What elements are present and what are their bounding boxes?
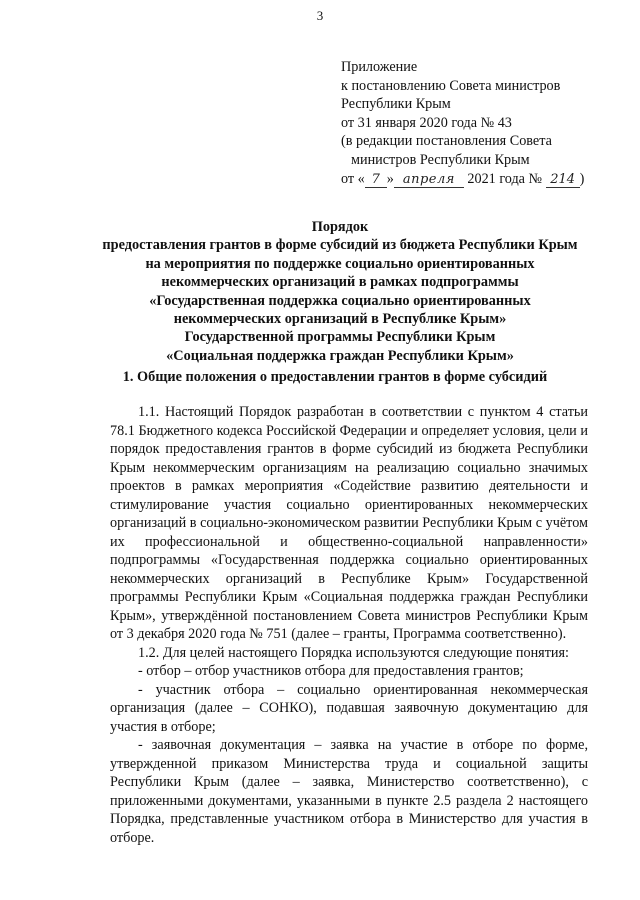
date-year: 2021 года № — [467, 170, 543, 187]
paragraph: - участник отбора – социально ориентированная некоммерческая организация (далее – СОНКО), подавшая заявочную документацию для участия в отборе; — [110, 681, 588, 735]
title-line: на мероприятия по поддержке социально ориентированных — [145, 255, 535, 272]
section-heading: 1. Общие положения о предоставлении грантов в форме субсидий — [122, 369, 548, 385]
appendix-block — [341, 58, 601, 188]
title-line: предоставления грантов в форме субсидий из бюджета Республики Крым — [102, 237, 578, 254]
paragraph: - отбор – отбор участников отбора для предоставления грантов; — [138, 663, 524, 679]
title-line: некоммерческих организаций в Республике Крым» — [173, 311, 507, 328]
appendix-line: Приложение — [341, 59, 418, 75]
paragraph: - заявочная документация – заявка на участие в отборе по форме, утвержденной приказом Министерства труда и социальной защиты Республики Крым (далее – заявка, Министерство соответственно), с приложенными документами, указанными в пункте 2.5 раздела 2 настоящего Порядка, представленные участником отбора в Министерство для участия в отборе. — [110, 737, 588, 846]
paragraph: 1.2. Для целей настоящего Порядка используются следующие понятия: — [138, 644, 569, 661]
appendix-line: от 31 января 2020 года № 43 — [341, 114, 512, 131]
date-suffix: ) — [579, 170, 585, 187]
appendix-line: министров Республики Крым — [351, 151, 530, 168]
title-line: «Государственная поддержка социально ориентированных — [149, 292, 531, 309]
title-line: некоммерческих организаций в рамках подпрограммы — [161, 274, 519, 291]
appendix-line: (в редакции постановления Совета — [341, 133, 552, 150]
date-prefix: от « — [341, 170, 365, 187]
title-line: Государственной программы Республики Крым — [184, 329, 496, 346]
document-title — [70, 218, 610, 365]
appendix-line: к постановлению Совета министров — [341, 77, 561, 94]
paragraph: 1.1. Настоящий Порядок разработан в соответствии с пунктом 4 статьи 78.1 Бюджетного кодекса Российской Федерации и определяет условия, цели и порядок предоставления грантов в форме субсидий из бюджета Республики Крым некоммерческим организациям на реализацию социально значимых проектов в рамках мероприятия «Содействие развитию деятельности и стимулирование участия социально ориентированных некоммерческих организаций в социально-экономическом развитии Республики Крым с учётом их профессиональной и общественно-социальной направленности» подпрограммы «Государственная поддержка социально ориентированных некоммерческих организаций в Республике Крым» Государственной программы Республики Крым «Социальная поддержка граждан Республики Крым», утверждённой постановлением Совета министров Республики Крым от 3 декабря 2020 года № 751 (далее – гранты, Программа соответственно). — [110, 404, 588, 642]
handwritten-number: 214 — [546, 172, 580, 188]
handwritten-day: 7 — [365, 172, 387, 188]
appendix-line: Республики Крым — [341, 96, 451, 113]
handwritten-month: апреля — [394, 172, 464, 188]
date-quote: » — [386, 170, 394, 187]
title-line: Порядок — [311, 219, 369, 235]
page-number: 3 — [316, 8, 324, 23]
appendix-date-line — [341, 170, 601, 189]
document-body — [110, 403, 588, 847]
title-line: «Социальная поддержка граждан Республики Крым» — [166, 347, 514, 364]
